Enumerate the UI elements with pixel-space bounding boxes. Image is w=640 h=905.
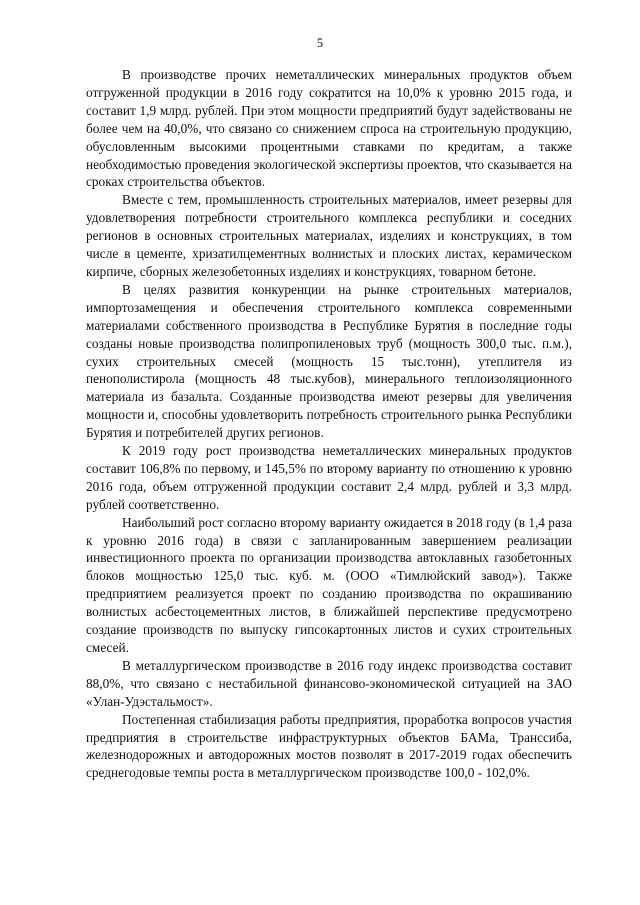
paragraph-metallurgy-2016: В металлургическом производстве в 2016 году индекс производства составит 88,0%, что связано с нестабильной финансово-экономической ситуацией на ЗАО «Улан-Удэстальмост». — [86, 657, 572, 709]
paragraph-metallurgy-stabilization: Постепенная стабилизация работы предприятия, проработка вопросов участия предприятия в строительстве инфраструктурных объектов БАМа, Транссиба, железнодорожных и автодорожных мостов позволят в 2017-2019 годах обеспечить среднегодовые темпы роста в металлургическом производстве 100,0 - 102,0%. — [86, 711, 572, 781]
paragraph-largest-growth-2018: Наибольший рост согласно второму варианту ожидается в 2018 году (в 1,4 раза к уровню 2016 года) в связи с запланированным завершением реализации инвестиционного проекта по организации производства автоклавных газобетонных блоков мощностью 125,0 тыс. куб. м. (ООО «Тимлюйский завод»). Также предприятием реализуется проект по созданию производства по окрашиванию волнистых асбестоцементных листов, в ближайшей перспективе предусмотрено создание производств по выпуску гипсокартонных листов и сухих строительных смесей. — [86, 514, 572, 655]
paragraph-nonmetallic-minerals: В производстве прочих неметаллических минеральных продуктов объем отгруженной продукции в 2016 году сократится на 10,0% к уровню 2015 года, и составит 1,9 млрд. рублей. При этом мощности предприятий будут задействованы не более чем на 40,0%, что связано со снижением спроса на строительную продукцию, обусловленным высокими процентными ставками по кредитам, а также необходимостью проведения экологической экспертизы проектов, что сказывается на сроках строительства объектов. — [86, 67, 572, 190]
paragraph-competition-development: В целях развития конкуренции на рынке строительных материалов, импортозамещения и обеспечения строительного комплекса современными материалами собственного производства в Республике Бурятия в последние годы созданы новые производства полипропиленовых труб (мощность 300,0 тыс. п.м.), сухих строительных смесей (мощность 15 тыс.тонн), утеплителя из пенополистирола (мощность 48 тыс.кубов), минерального теплоизоляционного материала из базальта. Созданные производства имеют резервы для увеличения мощности и, способны удовлетворить потребность строительного рынка Республики Бурятия и потребителей других регионов. — [86, 281, 572, 441]
paragraph-building-materials-reserves: Вместе с тем, промышленность строительных материалов, имеет резервы для удовлетворения потребности строительного комплекса республики и соседних регионов в основных строительных материалах, изделиях и конструкциях, в том числе в цементе, хризатилцементных волнистых и плоских листах, керамическом кирпиче, сборных железобетонных изделиях и конструкциях, товарном бетоне. — [86, 192, 572, 279]
document-body — [86, 66, 572, 782]
page-number: 5 — [316, 36, 324, 50]
paragraph-growth-2019: К 2019 году рост производства неметаллических минеральных продуктов составит 106,8% по первому, и 145,5% по второму варианту по отношению к уровню 2016 года, объем отгруженной продукции составит 2,4 млрд. рублей и 3,3 млрд. рублей соответственно. — [86, 443, 572, 512]
